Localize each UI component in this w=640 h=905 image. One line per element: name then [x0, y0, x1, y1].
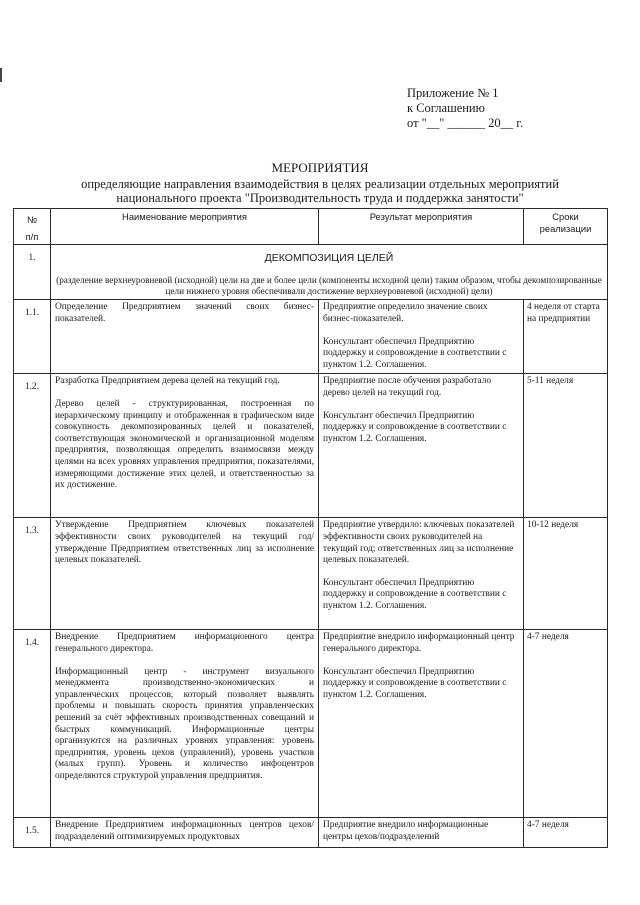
header-number-abbr: п/п: [25, 231, 39, 243]
activity-terms: 4-7 неделя: [524, 818, 608, 848]
activity-terms: 4 неделя от старта на предприятии: [524, 300, 608, 374]
result-text: Предприятие после обучения разработало дерево целей на текущий год.: [323, 376, 492, 398]
row-number: 1.2.: [14, 374, 51, 518]
table-row: [14, 630, 608, 818]
activity-name-text: Разработка Предприятием дерева целей на текущий год.: [55, 376, 280, 387]
subtitle-line-1: определяющие направления взаимодействия в целях реализации отдельных мероприятий: [81, 177, 559, 191]
activity-name: [51, 518, 319, 630]
activity-description: Дерево целей - структурированная, построенная по иерархическому принципу и отображенная в графическом виде совокупность декомпозированных целей и показателей, соответствующая экономической и организационной моделям предприятия, позволяющая определить взаимосвязи между целями на всех уровнях управления предприятия, показателями, измеряющими достижение этих целей, и ответственностью за их достижение.: [55, 399, 314, 491]
header-terms: Сроки реализации: [524, 209, 608, 245]
activity-name-text: Внедрение Предприятием информационных центров цехов/подразделений оптимизируемых продуктовых: [55, 820, 314, 842]
result-consultant-text: Консультант обеспечил Предприятию поддержку и сопровождение в соответствии с пунктом 1.2. Соглашения.: [323, 666, 507, 700]
header-number: [14, 209, 51, 245]
result-consultant-text: Консультант обеспечил Предприятию поддержку и сопровождение в соответствии с пунктом 1.2. Соглашения.: [323, 410, 507, 444]
document-title: МЕРОПРИЯТИЯ: [271, 160, 369, 175]
table-row: [14, 818, 608, 848]
activities-table: [13, 208, 608, 848]
result-text: Предприятие внедрило информационный центр генерального директора.: [323, 632, 515, 654]
activity-name-text: Внедрение Предприятием информационного центра генерального директора.: [55, 632, 314, 654]
activity-terms: 10-12 неделя: [524, 518, 608, 630]
activity-result: [319, 518, 524, 630]
activity-name: [51, 630, 319, 818]
activity-name: [51, 818, 319, 848]
row-number: 1.5.: [14, 818, 51, 848]
appendix-line-2: к Соглашению: [407, 101, 485, 115]
appendix-block: [407, 86, 523, 131]
result-consultant-text: Консультант обеспечил Предприятию поддержку и сопровождение в соответствии с пунктом 1.2. Соглашения.: [323, 577, 507, 611]
row-number: 1.4.: [14, 630, 51, 818]
activity-name-text: Определение Предприятием значений своих бизнес-показателей.: [55, 302, 314, 324]
activity-name: [51, 300, 319, 374]
activity-result: [319, 374, 524, 518]
activity-name: [51, 374, 319, 518]
section-cell: [51, 245, 608, 300]
subtitle-line-2: национального проекта "Производительность труда и поддержка занятости": [116, 191, 524, 205]
row-number: 1.3.: [14, 518, 51, 630]
section-row: [14, 245, 608, 300]
appendix-line-1: Приложение № 1: [407, 86, 499, 100]
result-consultant-text: Консультант обеспечил Предприятию поддержку и сопровождение в соответствии с пунктом 1.2. Соглашения.: [323, 336, 507, 370]
table-row: [14, 518, 608, 630]
appendix-line-3: от "__" ______ 20__ г.: [407, 116, 524, 130]
page-edge-mark: [0, 68, 2, 82]
activity-terms: 5-11 неделя: [524, 374, 608, 518]
header-activity-name: Наименование мероприятия: [51, 209, 319, 245]
activity-name-text: Утверждение Предприятием ключевых показателей эффективности своих руководителей на текущий год/утверждение Предприятием ответственных лиц за исполнение целевых показателей.: [55, 520, 314, 566]
row-number: 1.1.: [14, 300, 51, 374]
result-text: Предприятие определило значение своих бизнес-показателей.: [323, 302, 488, 324]
activity-result: [319, 630, 524, 818]
activity-result: [319, 300, 524, 374]
table-row: [14, 374, 608, 518]
table-row: [14, 300, 608, 374]
activity-terms: 4-7 неделя: [524, 630, 608, 818]
header-activity-result: Результат мероприятия: [319, 209, 524, 245]
result-text: Предприятие утвердило: ключевых показателей эффективности своих руководителей на текущий год; ответственных лиц за исполнение целевых показателей.: [323, 520, 515, 566]
section-number: 1.: [14, 245, 51, 300]
table-header-row: [14, 209, 608, 245]
activity-result: [319, 818, 524, 848]
activity-description: Информационный центр - инструмент визуального менеджмента производственно-экономических и управленческих процессов, который позволяет выявлять проблемы и повышать скорость принятия управленческих решений за счёт эффективных производственных совещаний и быстрых коммуникаций. Информационные центры организуются на различных уровнях управления: уровень предприятия, уровень цехов (управлений), уровень участков (малых групп). Уровень и количество инфоцентров определяются структурой управления предприятия.: [55, 666, 314, 781]
result-text: Предприятие внедрило информационные центры цехов/подразделений: [323, 820, 489, 842]
header-number-symbol: №: [26, 214, 38, 225]
section-note: (разделение верхнеуровневой (исходной) цели на две и более цели (компоненты исходной цели) таким образом, чтобы декомпозированные цели нижнего уровня обеспечивали достижение верхнеуровневой (исходной) цели): [56, 274, 602, 296]
document-subtitle: [0, 177, 640, 205]
section-title: ДЕКОМПОЗИЦИЯ ЦЕЛЕЙ: [264, 252, 394, 264]
